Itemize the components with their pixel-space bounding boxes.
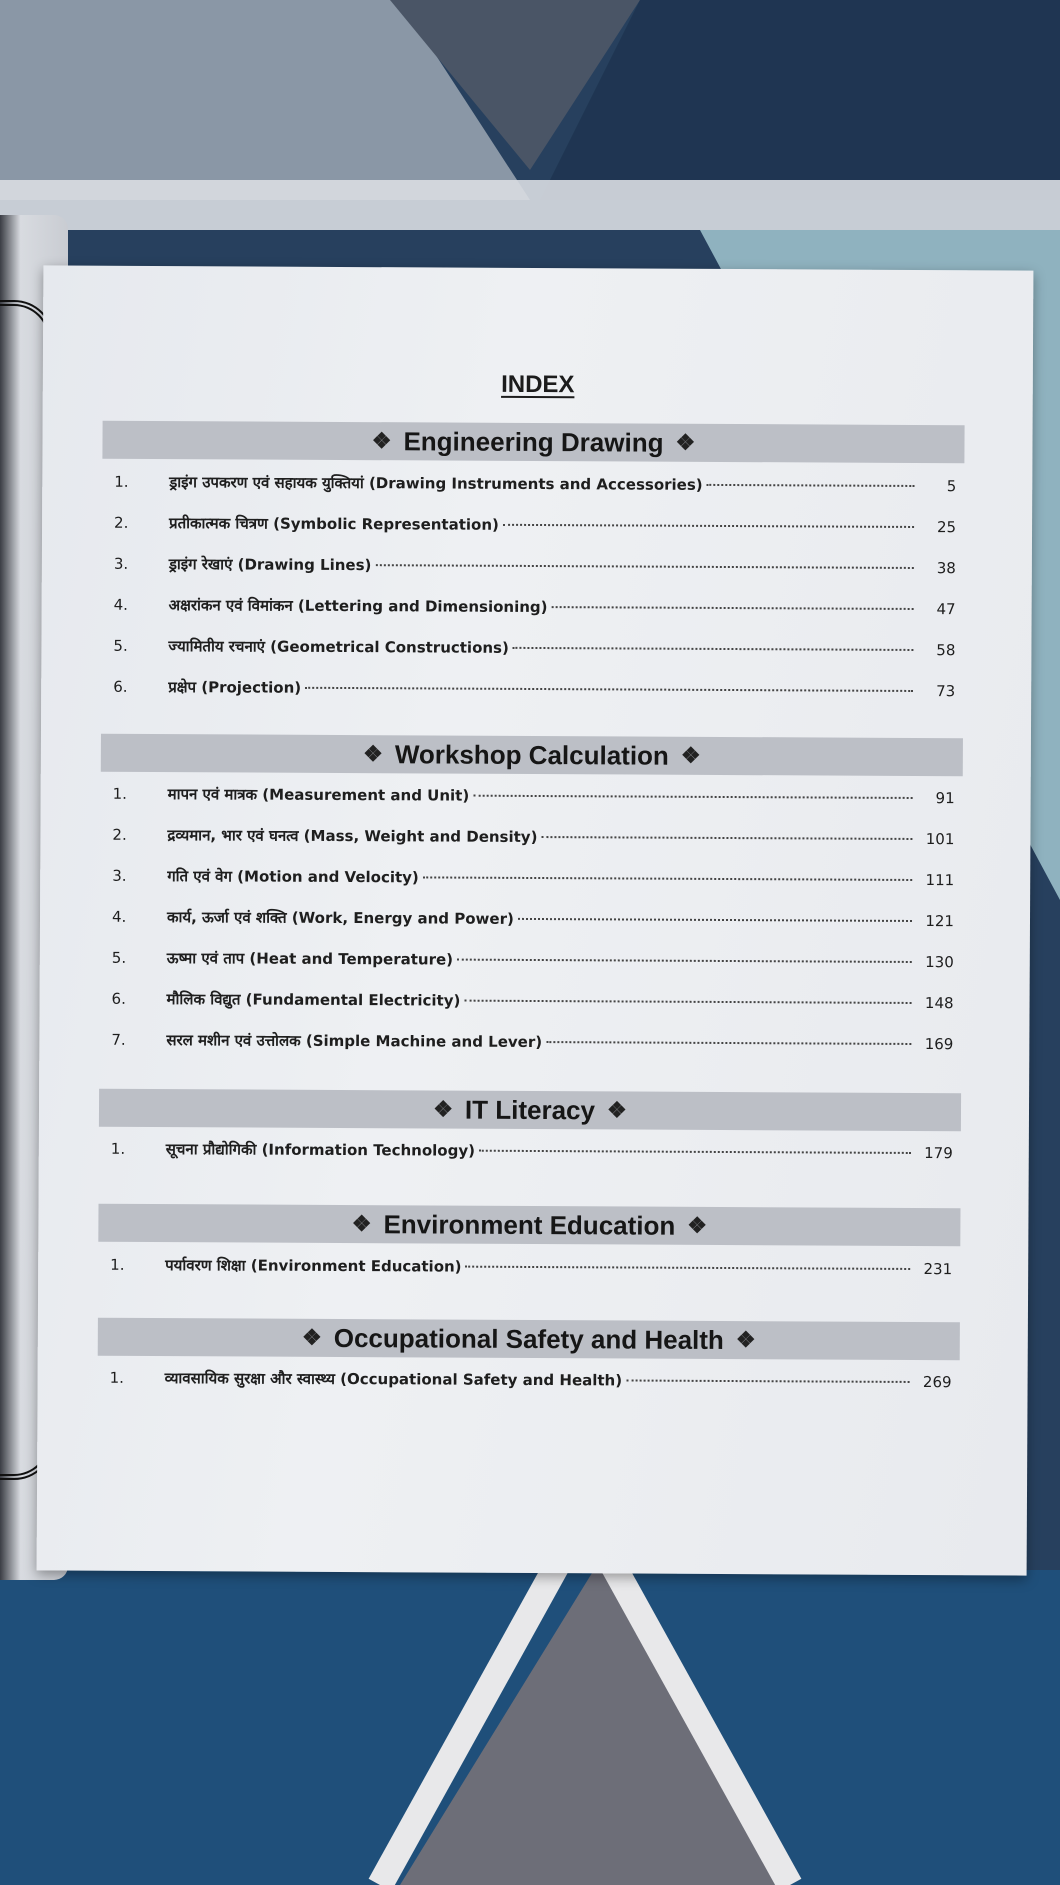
entry-number: 2. — [112, 825, 127, 844]
entry-page-number: 25 — [936, 518, 957, 537]
index-entry — [113, 677, 955, 707]
entry-title: सरल मशीन एवं उत्तोलक (Simple Machine and Lever) — [166, 1031, 543, 1052]
entry-title: गति एवं वेग (Motion and Velocity) — [167, 867, 419, 887]
entry-number: 1. — [114, 472, 129, 491]
ornament-icon: ❖ — [371, 428, 392, 454]
ornament-icon: ❖ — [735, 1327, 756, 1353]
entry-title: पर्यावरण शिक्षा (Environment Education) — [165, 1256, 462, 1276]
section-heading-text: Workshop Calculation — [394, 738, 669, 771]
ornament-icon: ❖ — [433, 1096, 454, 1122]
entry-title: प्रक्षेप (Projection) — [168, 678, 302, 697]
index-entry — [113, 784, 955, 814]
index-title: INDEX — [501, 370, 575, 399]
entry-number: 1. — [110, 1255, 125, 1274]
section-heading-workshop-calculation — [101, 734, 963, 777]
leader-dots — [707, 484, 915, 487]
index-entry — [110, 1368, 952, 1398]
entry-title: ड्राइंग उपकरण एवं सहायक युक्तियां (Drawing Instruments and Accessories) — [169, 473, 703, 494]
entry-title: ड्राइंग रेखाएं (Drawing Lines) — [168, 555, 372, 575]
entry-number: 5. — [113, 636, 128, 655]
entry-number: 5. — [111, 948, 127, 967]
entry-number: 1. — [112, 784, 128, 803]
entry-title: कार्य, ऊर्जा एवं शक्ति (Work, Energy and Power) — [166, 908, 514, 928]
section-heading-text: Occupational Safety and Health — [333, 1322, 724, 1355]
ornament-icon: ❖ — [687, 1212, 708, 1238]
index-entry — [113, 636, 955, 666]
index-entry — [110, 1255, 952, 1285]
entry-number: 1. — [110, 1139, 126, 1158]
leader-dots — [464, 1000, 911, 1004]
leader-dots — [626, 1379, 909, 1382]
entry-number: 6. — [113, 677, 128, 696]
entry-number: 7. — [111, 1030, 126, 1049]
entry-page-number: 111 — [925, 871, 955, 890]
entry-page-number: 269 — [922, 1373, 952, 1392]
leader-dots — [546, 1041, 911, 1045]
entry-number: 3. — [113, 554, 129, 573]
entry-page-number: 5 — [946, 477, 957, 496]
index-entry — [111, 1030, 953, 1060]
ornament-icon: ❖ — [675, 429, 696, 455]
entry-page-number: 231 — [923, 1260, 953, 1279]
index-entry — [111, 1139, 953, 1169]
entry-title: प्रतीकात्मक चित्रण (Symbolic Representation) — [169, 514, 499, 534]
entry-page-number: 148 — [924, 994, 954, 1013]
entry-number: 2. — [114, 513, 129, 532]
ornament-icon: ❖ — [363, 741, 383, 767]
entry-page-number: 169 — [924, 1035, 954, 1054]
section-heading-text: Environment Education — [383, 1208, 676, 1241]
ornament-icon: ❖ — [301, 1324, 322, 1350]
section-heading-environment-education — [98, 1204, 960, 1247]
entry-number: 3. — [112, 866, 127, 885]
index-entry — [114, 513, 956, 543]
entry-title: मापन एवं मात्रक (Measurement and Unit) — [167, 785, 470, 805]
entry-page-number: 130 — [925, 953, 954, 972]
entry-title: ज्यामितीय रचनाएं (Geometrical Constructions) — [168, 637, 509, 657]
entry-page-number: 73 — [936, 682, 956, 701]
entry-number: 4. — [111, 907, 127, 926]
section-heading-it-literacy — [99, 1089, 961, 1132]
entry-page-number: 91 — [935, 789, 955, 808]
entry-title: अक्षरांकन एवं विमांकन (Lettering and Dimensioning) — [168, 596, 548, 617]
leader-dots — [541, 836, 912, 840]
leader-dots — [473, 795, 912, 799]
entry-page-number: 121 — [925, 912, 955, 931]
section-heading-engineering-drawing — [102, 421, 964, 464]
leader-dots — [423, 876, 912, 881]
ornament-icon: ❖ — [680, 742, 701, 768]
leader-dots — [479, 1150, 911, 1154]
entry-number: 6. — [111, 989, 126, 1008]
leader-dots — [503, 524, 914, 528]
leader-dots — [552, 606, 914, 610]
entry-number: 4. — [113, 595, 129, 614]
leader-dots — [457, 959, 912, 963]
index-entry — [112, 989, 954, 1019]
entry-title: सूचना प्रौद्योगिकी (Information Technology) — [165, 1140, 476, 1160]
index-entry — [114, 554, 956, 584]
ornament-icon: ❖ — [606, 1097, 627, 1123]
section-heading-text: Engineering Drawing — [403, 425, 664, 458]
entry-title: ऊष्मा एवं ताप (Heat and Temperature) — [166, 949, 454, 969]
entry-number: 1. — [109, 1368, 124, 1387]
leader-dots — [518, 918, 912, 922]
section-heading-occupational-safety — [98, 1318, 960, 1361]
entry-page-number: 38 — [936, 559, 956, 578]
index-page — [37, 265, 1034, 1575]
leader-dots — [375, 564, 913, 569]
index-entry — [114, 472, 956, 502]
index-entry — [112, 866, 954, 896]
leader-dots — [466, 1266, 911, 1270]
entry-title: द्रव्यमान, भार एवं घनत्व (Mass, Weight and Density) — [167, 826, 538, 847]
leader-dots — [305, 687, 913, 692]
index-entry — [112, 948, 954, 978]
entry-title: व्यावसायिक सुरक्षा और स्वास्थ्य (Occupational Safety and Health) — [164, 1369, 623, 1390]
ornament-icon: ❖ — [351, 1211, 372, 1237]
entry-page-number: 58 — [936, 641, 956, 660]
entry-page-number: 47 — [936, 600, 956, 619]
index-entry — [114, 595, 956, 625]
entry-title: मौलिक विद्युत (Fundamental Electricity) — [166, 990, 461, 1010]
section-heading-text: IT Literacy — [464, 1094, 596, 1125]
index-entry — [112, 825, 954, 855]
entry-page-number: 101 — [925, 830, 955, 849]
leader-dots — [513, 647, 914, 651]
entry-page-number: 179 — [924, 1144, 953, 1163]
index-entry — [112, 907, 954, 937]
